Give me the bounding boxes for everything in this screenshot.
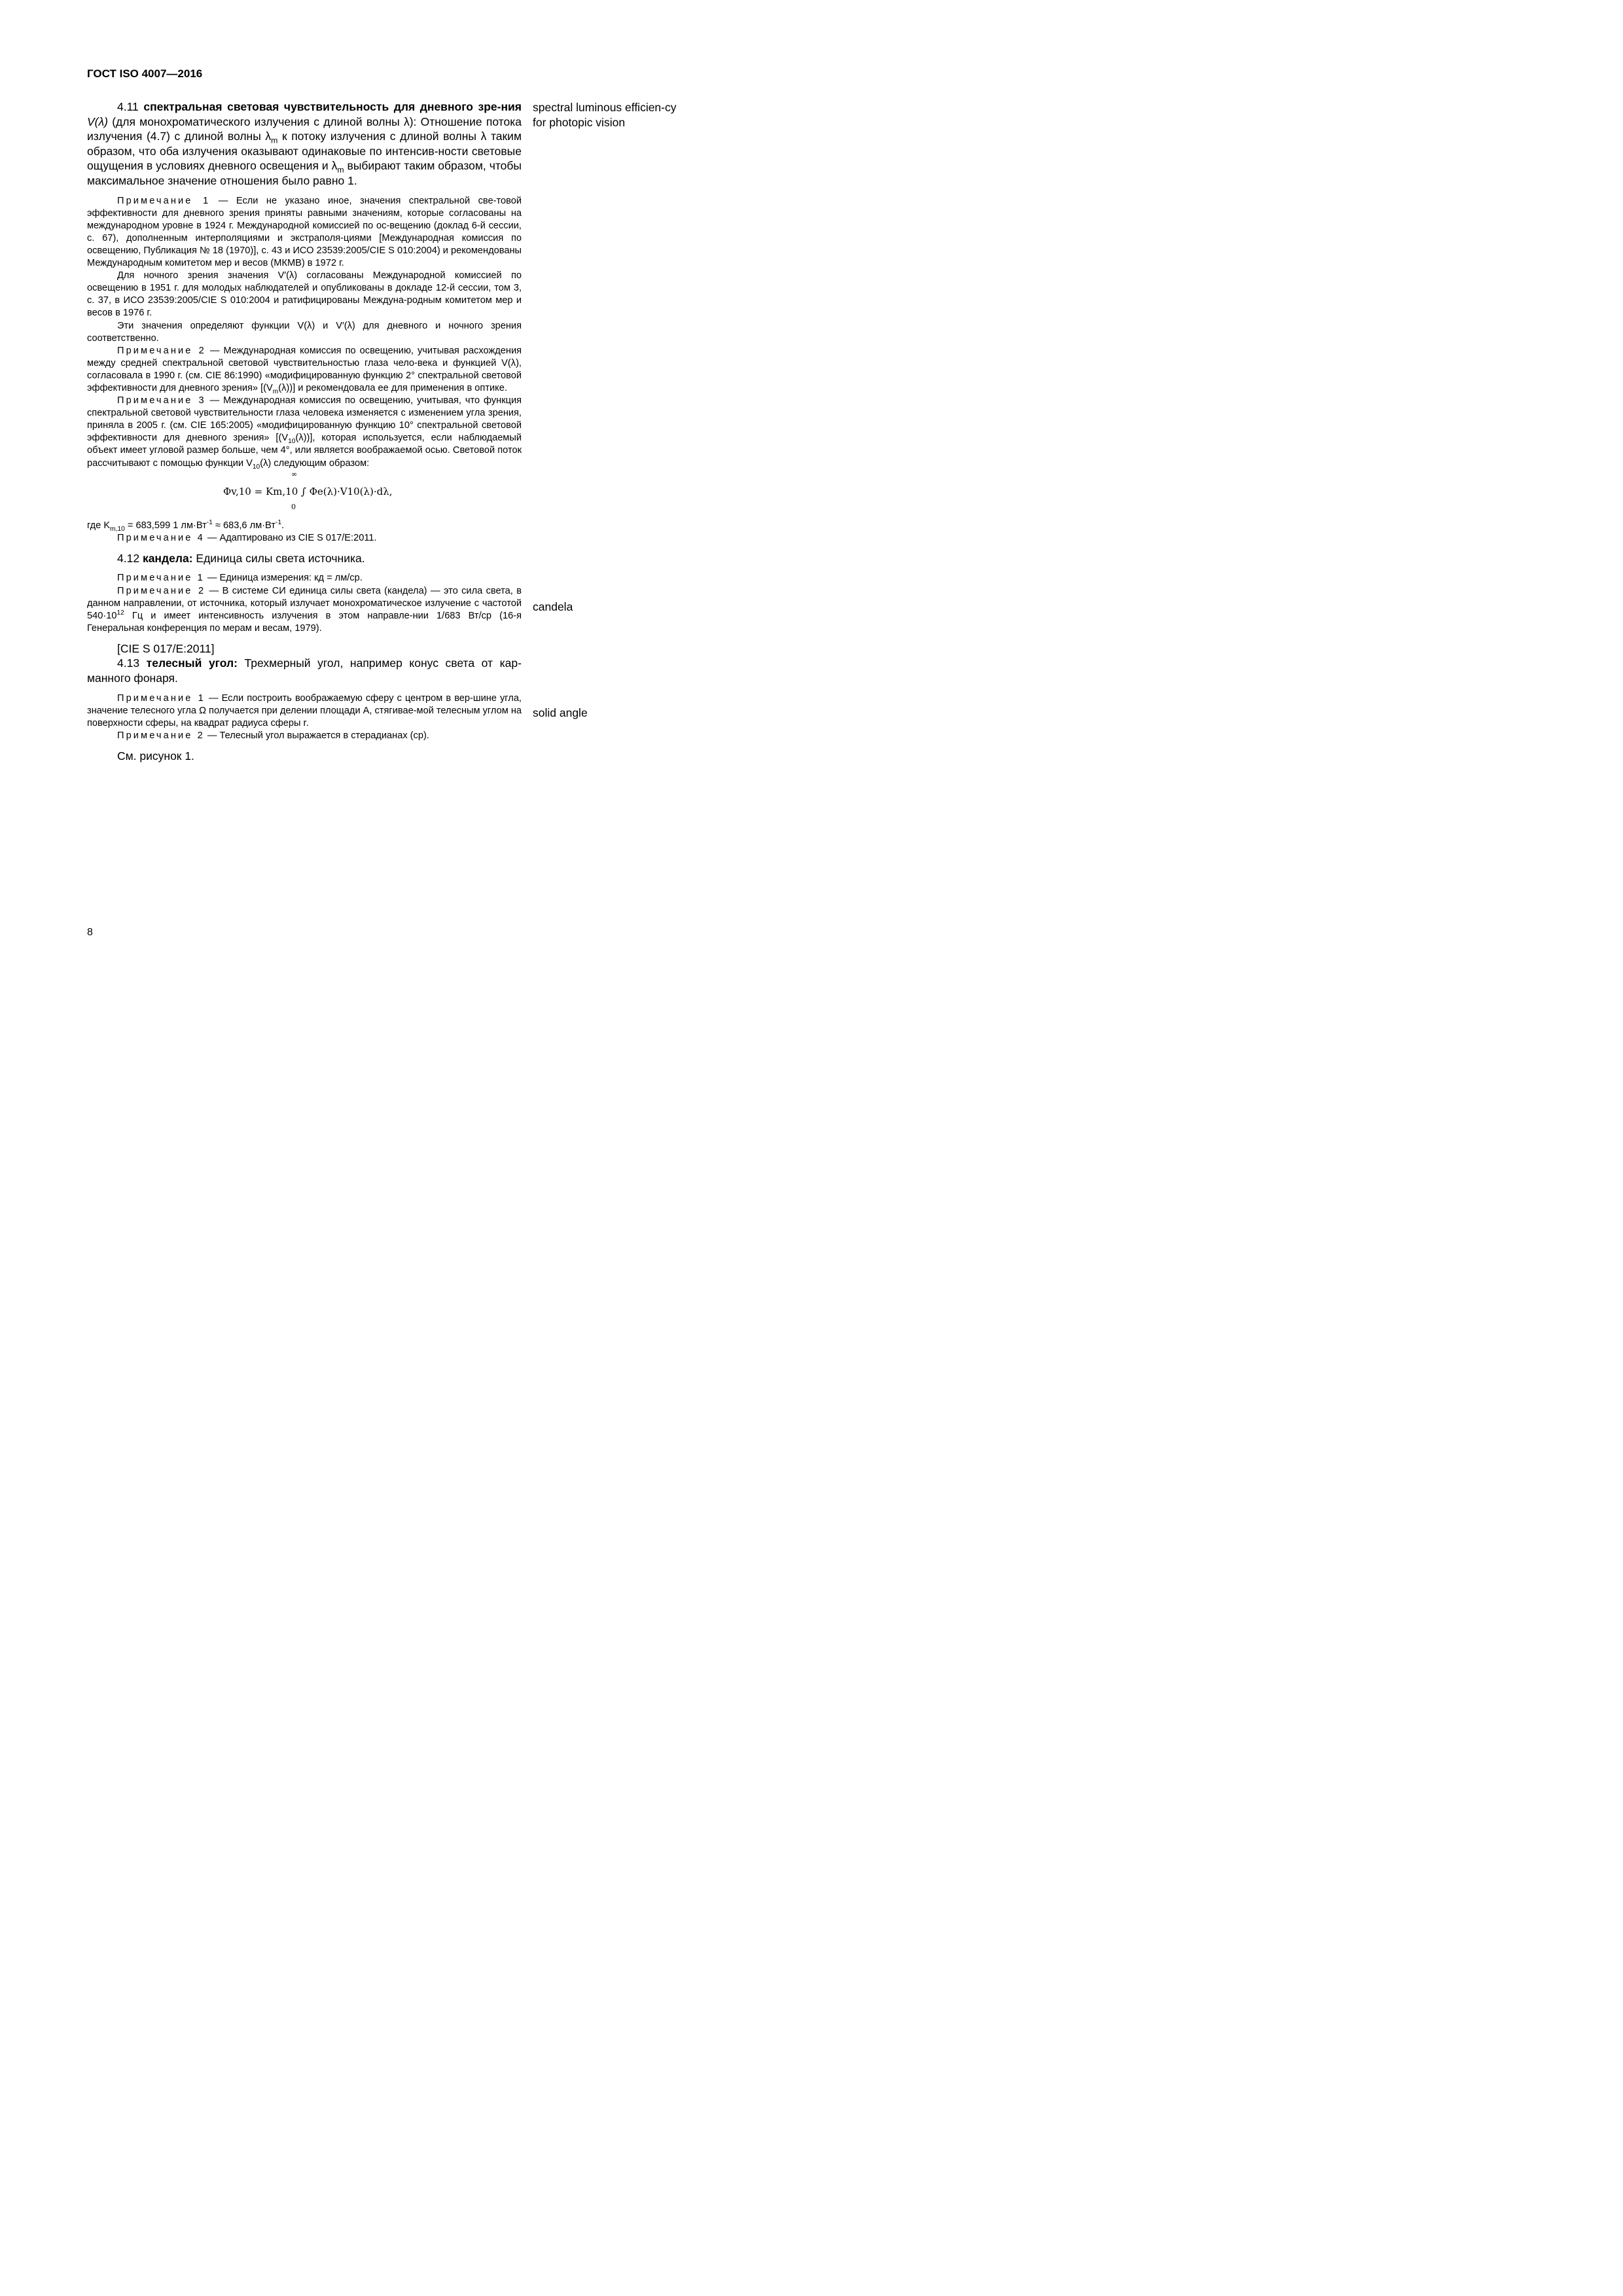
definition-4-12 (87, 551, 522, 566)
note-label: Примечание 2 (117, 585, 206, 596)
note-label: Примечание 3 (117, 395, 206, 406)
where-text: . (281, 520, 285, 531)
clause-number: 4.13 (117, 656, 140, 670)
note-text: (λ) следующим образом: (260, 457, 370, 469)
subscript: m,10 (110, 525, 125, 533)
luminous-flux-formula (87, 470, 522, 520)
subscript: 10 (288, 438, 296, 446)
clause-number: 4.12 (117, 551, 140, 565)
term-english-4-12: candela (533, 600, 573, 613)
note-text: Гц и имеет интенсивность излучения в этом направле-нии 1/683 Вт/ср (16-я Генеральная конференция по мерам и весам, 1979). (87, 610, 522, 634)
definition-4-11 (87, 99, 522, 188)
definition-text: (для монохроматического излучения с длиной волны λ): Отношение потока излучения (4.7) с длиной волны λ (87, 115, 522, 143)
note-2-4-12 (87, 585, 522, 635)
definition-text: выбирают таким образом, чтобы максимальное значение отношения было равно 1. (87, 159, 522, 187)
subscript: m (271, 135, 278, 145)
where-text: ≈ 683,6 лм·Вт (215, 520, 276, 531)
subscript: m (337, 165, 344, 175)
formula-expression: Φv,10 = Km,10 ∫ Φe(λ)·V10(λ)·dλ, (223, 485, 393, 497)
note-paragraph: Для ночного зрения значения V′(λ) согласованы Международной комиссией по освещению в 1951 г. для молодых наблюдателей и опубликованы в докладе 12-й сессии, том 3, с. 37, в ИСО 23539:2005/CIE S 010:2004 и ратифицированы Междуна-родным комитетом мер и весов в 1976 г. (87, 270, 522, 319)
superscript: -1 (275, 518, 282, 526)
term-symbol: V(λ) (87, 115, 108, 128)
note-2-4-13 (87, 730, 522, 742)
clause-number: 4.11 (117, 100, 139, 113)
note-text: — Если построить воображаемую сферу с центром в вер-шине угла, значение телесного угла Ω получается при делении площади A, стягивае-мой телесным углом на поверхности сферы, на квадрат радиуса сферы r. (87, 692, 522, 728)
figure-reference: См. рисунок 1. (117, 749, 194, 763)
note-2-4-11 (87, 345, 522, 395)
term-title: кандела: (142, 551, 193, 565)
note-text: — Международная комиссия по освещению, учитывая, что функция спектральной световой чувствительности глаза человека изменяется с изменением угла зрения, приняла в 2005 г. (см. CIE 165:2005) «модифицированную функцию 10° спектральной световой эффективности для дневного зрения» [(V (87, 395, 522, 444)
note-4-4-11 (87, 532, 522, 545)
note-text: (λ))] и рекомендовала ее для применения в оптике. (278, 382, 507, 393)
note-label: Примечание 2 (117, 730, 205, 741)
superscript: -1 (206, 518, 213, 526)
note-3-4-11 (87, 395, 522, 470)
definition-text: Единица силы света источника. (196, 551, 365, 565)
source-reference: [CIE S 017/E:2011] (117, 641, 215, 655)
note-label: Примечание 2 (117, 345, 206, 356)
note-text: — Если не указано иное, значения спектральной све-товой эффективности для дневного зрения приняты равными значениям, которые согласованы на международном уровне в 1924 г. Международной комиссией по ос-вещению (доклад 6-й сессии, с. 67), дополненным интерполяциями и экстраполя-циями [Международная комиссия по освещению, Публикация № 18 (1970)], с. 43 и ИСО 23539:2005/CIE S 010:2004) и рекомендованы Международным комитетом мер и весов (МКМВ) в 1972 г. (87, 195, 522, 269)
superscript: 12 (116, 609, 124, 617)
document-header: ГОСТ ISO 4007—2016 (87, 67, 203, 80)
document-body (87, 99, 522, 764)
subscript: 10 (252, 463, 260, 471)
note-text: (λ))], которая используется, если наблюдаемый объект имеет угловой размер больше, чем 4°, или является воображаемой осью. Световой поток рассчитывают с помощью функции V (87, 433, 522, 469)
note-1-4-12 (87, 572, 522, 584)
integral-lower-limit: 0 (291, 502, 296, 511)
note-label: Примечание 1 (117, 195, 211, 206)
note-text: — Телесный угол выражается в стерадианах (ср). (207, 730, 429, 741)
term-title: спектральная световая чувствительность для дневного зре-ния (143, 100, 522, 113)
note-text: — Международная комиссия по освещению, учитывая расхождения между средней спектральной световой чувствительностью глаза чело-века и функцией V(λ), согласовала в 1990 г. (см. CIE 86:1990) «модифицированную функцию 2° спектральной световой эффективности для дневного зрения» [(V (87, 345, 522, 393)
where-text: где K (87, 520, 111, 531)
term-title: телесный угол: (146, 656, 238, 670)
term-english-4-13: solid angle (533, 706, 588, 719)
note-label: Примечание 1 (117, 692, 205, 704)
formula-where-clause (87, 520, 522, 532)
integral-upper-limit: ∞ (291, 469, 298, 478)
definition-text: Трехмерный угол, например конус света от кар-манного фонаря. (87, 656, 522, 685)
where-text: = 683,599 1 лм·Вт (127, 520, 207, 531)
definition-text: к потоку излучения с длиной волны λ таким образом, что оба излучения оказывают одинаковые по интенсив-ности световые ощущения в условиях дневного освещения и λ (87, 130, 522, 173)
note-paragraph: Эти значения определяют функции V(λ) и V′(λ) для дневного и ночного зрения соответственно. (87, 320, 522, 344)
note-1-4-11 (87, 195, 522, 270)
note-label: Примечание 4 (117, 532, 205, 543)
note-text: — Адаптировано из CIE S 017/E:2011. (207, 532, 377, 543)
note-text: — В системе СИ единица силы света (кандела) — это сила света, в данном направлении, от источника, который излучает монохроматическое излучение с частотой 540·10 (87, 585, 522, 621)
page-number: 8 (87, 927, 93, 938)
term-english-4-11: spectral luminous efficien-cy for photopic vision (533, 101, 677, 129)
definition-4-13 (87, 656, 522, 685)
note-text: — Единица измерения: кд = лм/ср. (207, 573, 363, 584)
note-label: Примечание 1 (117, 573, 205, 584)
note-1-4-13 (87, 692, 522, 730)
subscript: m (272, 387, 279, 395)
